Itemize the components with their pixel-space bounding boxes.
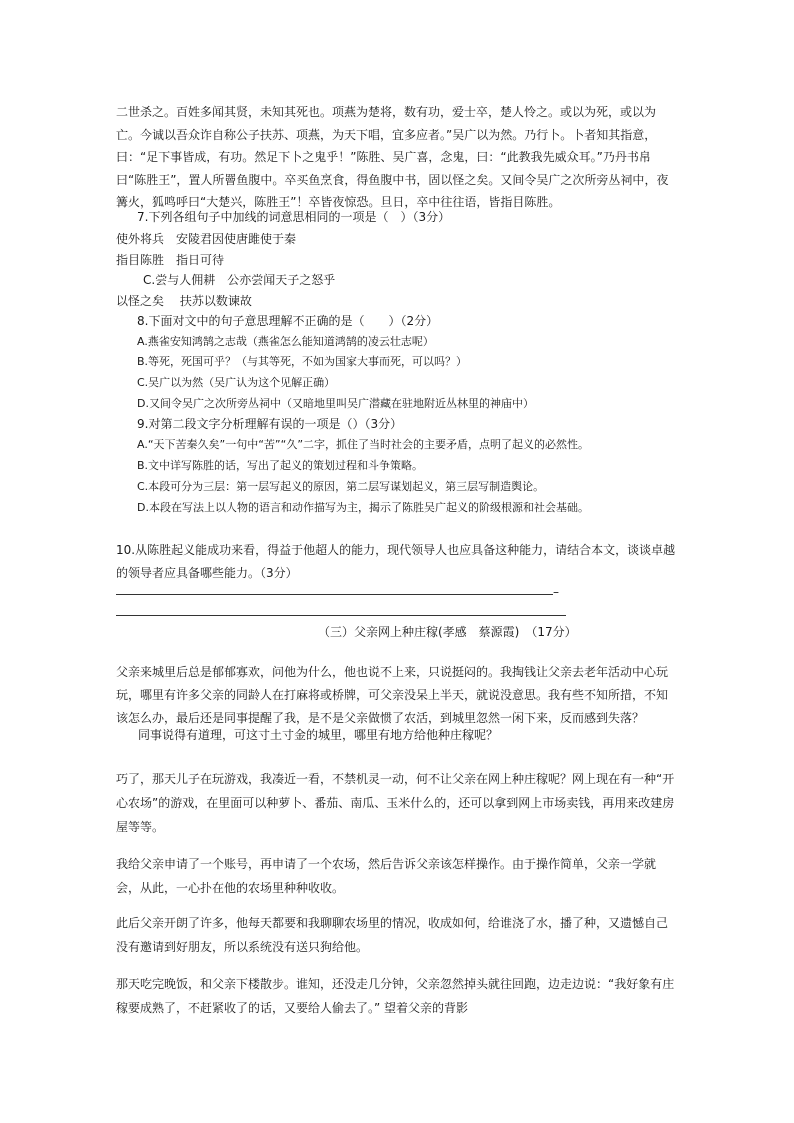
question-7-stem: 7.下列各组句子中加线的词意思相同的一项是（ ）（3分） [137,210,451,224]
story-paragraph-1: 父亲来城里后总是郁郁寡欢，问他为什么，他也说不上来，只说挺闷的。我掏钱让父亲去老年活动中心玩玩，哪里有许多父亲的同龄人在打麻将或桥牌，可父亲没呆上半天，就说没意思。我有些不知所措，不知该怎么办，最后还是同事提醒了我，是不是父亲做惯了农活，到城里忽然一闲下来，反而感到失落？ [116,665,669,725]
story-paragraph-4: 此后父亲开朗了许多，他每天都要和我聊聊农场里的情况，收成如何，给谁浇了水，播了种，又遗憾自己没有邀请到好朋友，所以系统没有送只狗给他。 [116,916,669,954]
question-8-option-c: C.吴广以为然（吴广认为这个见解正确） [137,376,336,389]
question-10-stem: 10.从陈胜起义能成功来看，得益于他超人的能力，现代领导人也应具备这种能力，请结合本文，谈谈卓越的领导者应具备哪些能力。（3分） [116,543,676,580]
story-paragraph-5: 那天吃完晚饭，和父亲下楼散步。谁知，还没走几分钟，父亲忽然掉头就往回跑，边走边说：“我好象有庄稼要成熟了，不赶紧收了的话，又要给人偷去了。” 望着父亲的背影 [116,977,675,1015]
section-3-title: （三）父亲网上种庄稼(孝感 蔡源霞) （17分） [318,625,577,639]
question-9-option-c: C.本段可分为三层：第一层写起义的原因，第二层写谋划起义，第三层写制造舆论。 [137,480,545,493]
question-7-option-b: 指目陈胜 指日可待 [116,253,225,267]
answer-line-1 [116,594,553,595]
question-8-option-a: A.燕雀安知鸿鹄之志哉（燕雀怎么能知道鸿鹄的凌云壮志呢） [137,335,434,348]
passage-paragraph: 二世杀之。百姓多闻其贤，未知其死也。项燕为楚将，数有功，爱士卒，楚人怜之。或以为死，或以为亡。今诚以吾众诈自称公子扶苏、项燕，为天下唱，宜多应者。”吴广以为然。乃行卜。卜者知其指意，曰：“足下事皆成，有功。然足下卜之鬼乎！”陈胜、吴广喜，念鬼，曰：“此教我先威众耳。”乃丹书帛曰“陈胜王”，置人所罾鱼腹中。卒买鱼烹食，得鱼腹中书，固以怪之矣。又间令吴广之次所旁丛祠中，夜篝火，狐鸣呼曰“大楚兴，陈胜王”！卒皆夜惊恐。旦日，卒中往往语，皆指目陈胜。 [116,105,669,209]
question-8-stem: 8.下面对文中的句子意思理解不正确的是（ ）（2分） [137,314,439,328]
question-9-option-a: A.“天下苦秦久矣”一句中“苦”“久”二字，抓住了当时社会的主要矛盾，点明了起义的必然性。 [137,438,590,451]
question-9-option-d: D.本段在写法上以人物的语言和动作描写为主，揭示了陈胜吴广起义的阶级根源和社会基础。 [137,501,589,514]
story-paragraph-1b: 同事说得有道理，可这寸土寸金的城里，哪里有地方给他种庄稼呢？ [138,728,499,742]
question-9-option-b: B.文中详写陈胜的话，写出了起义的策划过程和斗争策略。 [137,459,424,472]
story-paragraph-2: 巧了，那天儿子在玩游戏，我凑近一看，不禁机灵一动，何不让父亲在网上种庄稼呢？网上现在有一种“开心农场”的游戏，在里面可以种萝卜、番茄、南瓜、玉米什么的，还可以拿到网上市场卖钱，再用来改建房屋等等。 [116,772,675,834]
question-8-option-b: B.等死，死国可乎？（与其等死，不如为国家大事而死，可以吗？） [137,355,468,368]
answer-line-end-mark: – [553,585,559,599]
question-7-option-d: 以怪之矣 扶苏以数谏故 [116,294,252,308]
story-paragraph-3: 我给父亲申请了一个账号，再申请了一个农场，然后告诉父亲该怎样操作。由于操作简单，父亲一学就会，从此，一心扑在他的农场里种种收收。 [116,857,657,895]
question-9-stem: 9.对第二段文字分析理解有误的一项是（）（3分） [137,417,403,431]
question-7-option-c: C.尝与人佣耕 公亦尝闻天子之怒乎 [143,273,336,287]
answer-line-2 [116,615,566,616]
question-7-option-a: 使外将兵 安陵君因使唐雎使于秦 [116,232,297,246]
question-8-option-d: D.又间令吴广之次所旁丛祠中（又暗地里叫吴广潜藏在驻地附近丛林里的神庙中） [137,397,534,410]
